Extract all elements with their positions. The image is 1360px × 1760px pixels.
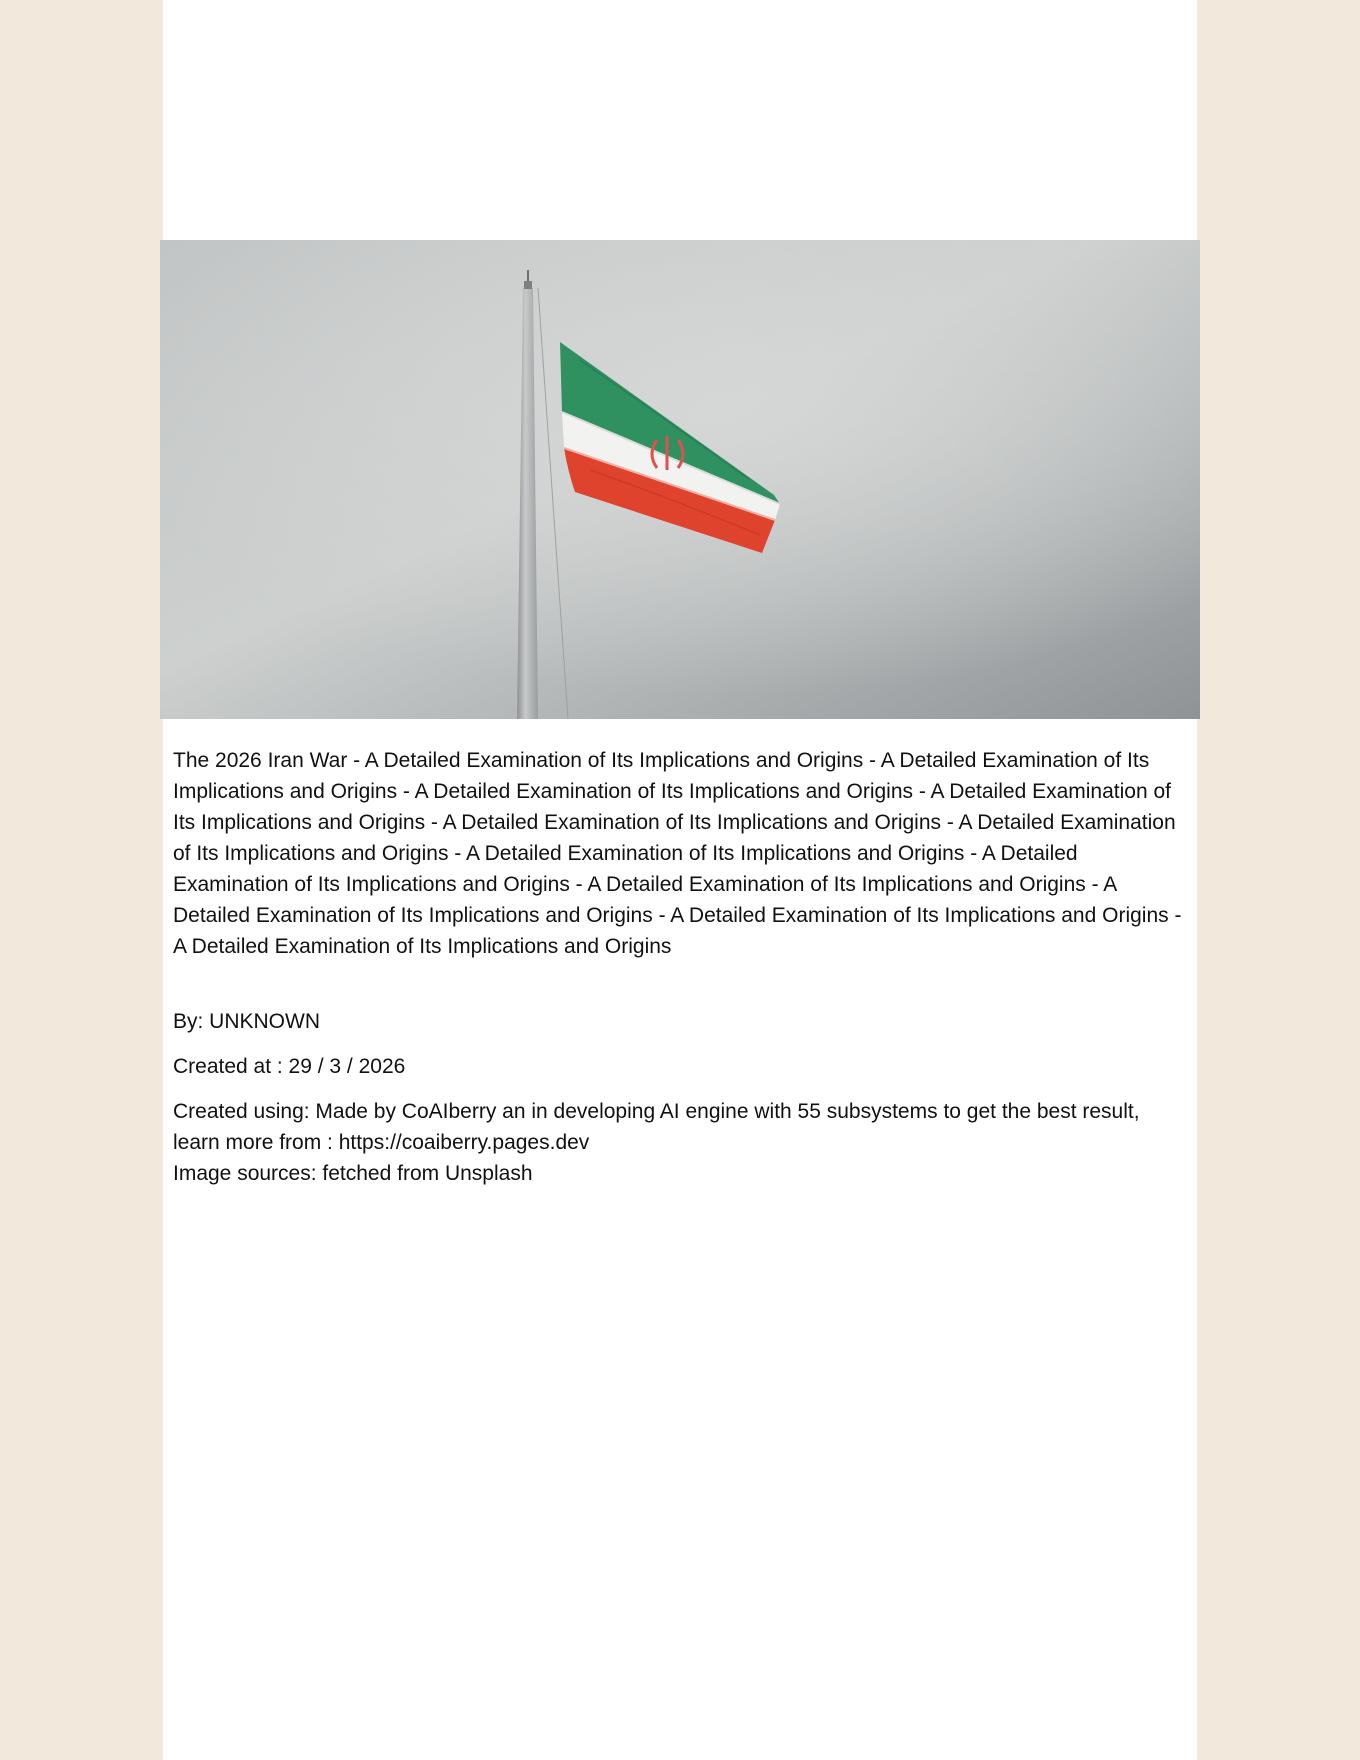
author-byline: By: UNKNOWN	[173, 1010, 320, 1033]
created-date: Created at : 29 / 3 / 2026	[173, 1055, 406, 1078]
hero-image	[160, 240, 1200, 719]
image-sources-note: Image sources: fetched from Unsplash	[173, 1162, 533, 1185]
document-title: The 2026 Iran War - A Detailed Examination of Its Implications and Origins - A Detailed Examination of Its Implications and Origins - A Detailed Examination of Its Implications and Origins - A Detailed Examination of Its Implications and Origins - A Detailed Examination of Its Implications and Origins - A Detailed Examination of Its Implications and Origins - A Detailed Examination of Its Implications and Origins - A Detailed Examination of Its Implications and Origins - A Detailed Examination of Its Implications and Origins - A Detailed Examination of Its Implications and Origins - A Detailed Examination of Its Implications and Origins - A Detailed Examination of Its Implications and Origins	[173, 749, 1182, 958]
created-using-note: Created using: Made by CoAIberry an in developing AI engine with 55 subsystems to get the best result, learn more from : https://coaiberry.pages.dev	[173, 1100, 1140, 1154]
pole-finial	[524, 281, 532, 289]
